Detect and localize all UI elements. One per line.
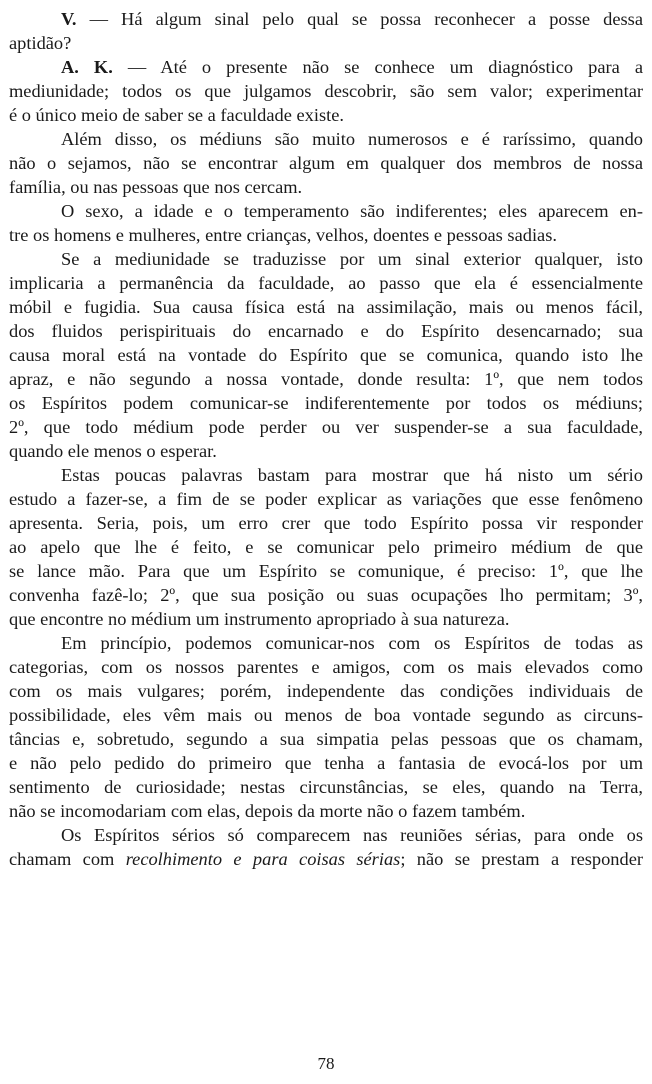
text-segment: os Espíritos podem comunicar-se indiferentemente por todos os médiuns; (9, 393, 643, 413)
text-line (9, 55, 643, 79)
text-segment: não o sejamos, não se encontrar algum em qualquer dos membros de nossa (9, 153, 643, 173)
text-segment: Se a mediunidade se traduzisse por um sinal exterior qualquer, isto (61, 249, 643, 269)
text-segment: categorias, com os nossos parentes e amigos, com os mais elevados como (9, 657, 643, 677)
text-segment: 2º, que todo médium pode perder ou ver suspender-se a sua faculdade, (9, 417, 643, 437)
emphasis-text: recolhimento e para coisas sérias (125, 849, 401, 869)
speaker-label: V. (61, 9, 77, 29)
text-segment: estudo a fazer-se, a fim de se poder explicar as variações que esse fenômeno (9, 489, 643, 509)
text-line (9, 415, 643, 439)
text-segment: se lance mão. Para que um Espírito se comunique, é preciso: 1º, que lhe (9, 561, 643, 581)
text-line (9, 271, 643, 295)
text-line (9, 847, 643, 871)
text-line (9, 583, 643, 607)
text-segment: quando ele menos o esperar. (9, 441, 217, 461)
paragraph (9, 823, 643, 871)
text-line (9, 367, 643, 391)
text-segment: móbil e fugidia. Sua causa física está na assimilação, mais ou menos fácil, (9, 297, 643, 317)
text-segment: tâncias e, sobretudo, segundo a sua simpatia pelas pessoas que os chamam, (9, 729, 643, 749)
text-segment: e não pelo pedido do primeiro que tenha a fantasia de evocá-los por um (9, 753, 643, 773)
text-line (9, 79, 643, 103)
text-line (9, 439, 643, 463)
text-line (9, 703, 643, 727)
text-segment: Os Espíritos sérios só comparecem nas reuniões sérias, para onde os (61, 825, 643, 845)
text-segment: aptidão? (9, 33, 72, 53)
text-segment: causa moral está na vontade do Espírito que se comunica, quando isto lhe (9, 345, 643, 365)
paragraph (9, 247, 643, 463)
page-number: 78 (317, 1054, 335, 1073)
text-segment: Em princípio, podemos comunicar-nos com os Espíritos de todas as (61, 633, 643, 653)
text-segment: tre os homens e mulheres, entre crianças, velhos, doentes e pessoas sadias. (9, 225, 557, 245)
text-segment: ao apelo que lhe é feito, e se comunicar pelo primeiro médium de que (9, 537, 643, 557)
text-segment: sentimento de curiosidade; nestas circunstâncias, se eles, quando na Terra, (9, 777, 643, 797)
paragraph (9, 7, 643, 55)
text-segment: não se incomodariam com elas, depois da morte não o fazem também. (9, 801, 526, 821)
text-line (9, 607, 643, 631)
text-line (9, 7, 643, 31)
text-segment: — Há algum sinal pelo qual se possa reconhecer a posse dessa (76, 9, 643, 29)
text-line (9, 559, 643, 583)
paragraph (9, 631, 643, 823)
text-line (9, 655, 643, 679)
text-segment: convenha fazê-lo; 2º, que sua posição ou suas ocupações lho permitam; 3º, (9, 585, 643, 605)
text-line (9, 679, 643, 703)
text-line (9, 823, 643, 847)
text-line (9, 727, 643, 751)
text-segment: com os mais vulgares; porém, independente das condições individuais de (9, 681, 643, 701)
text-line (9, 799, 643, 823)
text-segment: Além disso, os médiuns são muito numerosos e é raríssimo, quando (61, 129, 643, 149)
text-line (9, 511, 643, 535)
text-segment: chamam com (9, 849, 126, 869)
text-line (9, 463, 643, 487)
text-line (9, 175, 643, 199)
text-line (9, 127, 643, 151)
text-segment: — Até o presente não se conhece um diagnóstico para a (112, 57, 643, 77)
text-segment: que encontre no médium um instrumento apropriado à sua natureza. (9, 609, 510, 629)
text-line (9, 223, 643, 247)
text-segment: família, ou nas pessoas que nos cercam. (9, 177, 303, 197)
text-line (9, 31, 643, 55)
text-line (9, 487, 643, 511)
text-line (9, 391, 643, 415)
text-segment: O sexo, a idade e o temperamento são indiferentes; eles aparecem en- (61, 201, 643, 221)
text-line (9, 535, 643, 559)
text-line (9, 247, 643, 271)
text-line (9, 199, 643, 223)
paragraph (9, 199, 643, 247)
text-line (9, 751, 643, 775)
text-line (9, 775, 643, 799)
text-line (9, 319, 643, 343)
text-segment: implicaria a permanência da faculdade, ao passo que ela é essencialmente (9, 273, 643, 293)
text-segment: possibilidade, eles vêm mais ou menos de boa vontade segundo as circuns- (9, 705, 643, 725)
text-segment: apresenta. Seria, pois, um erro crer que todo Espírito possa vir responder (9, 513, 643, 533)
text-segment: dos fluidos perispirituais do encarnado e do Espírito desencarnado; sua (9, 321, 643, 341)
paragraph (9, 55, 643, 127)
text-line (9, 103, 643, 127)
text-segment: mediunidade; todos os que julgamos descobrir, são sem valor; experimentar (9, 81, 643, 101)
text-segment: Estas poucas palavras bastam para mostrar que há nisto um sério (61, 465, 643, 485)
paragraph (9, 463, 643, 631)
text-line (9, 151, 643, 175)
text-line (9, 295, 643, 319)
page-body (9, 7, 643, 871)
speaker-label: A. K. (61, 57, 113, 77)
text-segment: ; não se prestam a responder (400, 849, 643, 869)
text-segment: apraz, e não segundo a nossa vontade, donde resulta: 1º, que nem todos (9, 369, 643, 389)
text-line (9, 631, 643, 655)
text-segment: é o único meio de saber se a faculdade existe. (9, 105, 344, 125)
paragraph (9, 127, 643, 199)
text-line (9, 343, 643, 367)
